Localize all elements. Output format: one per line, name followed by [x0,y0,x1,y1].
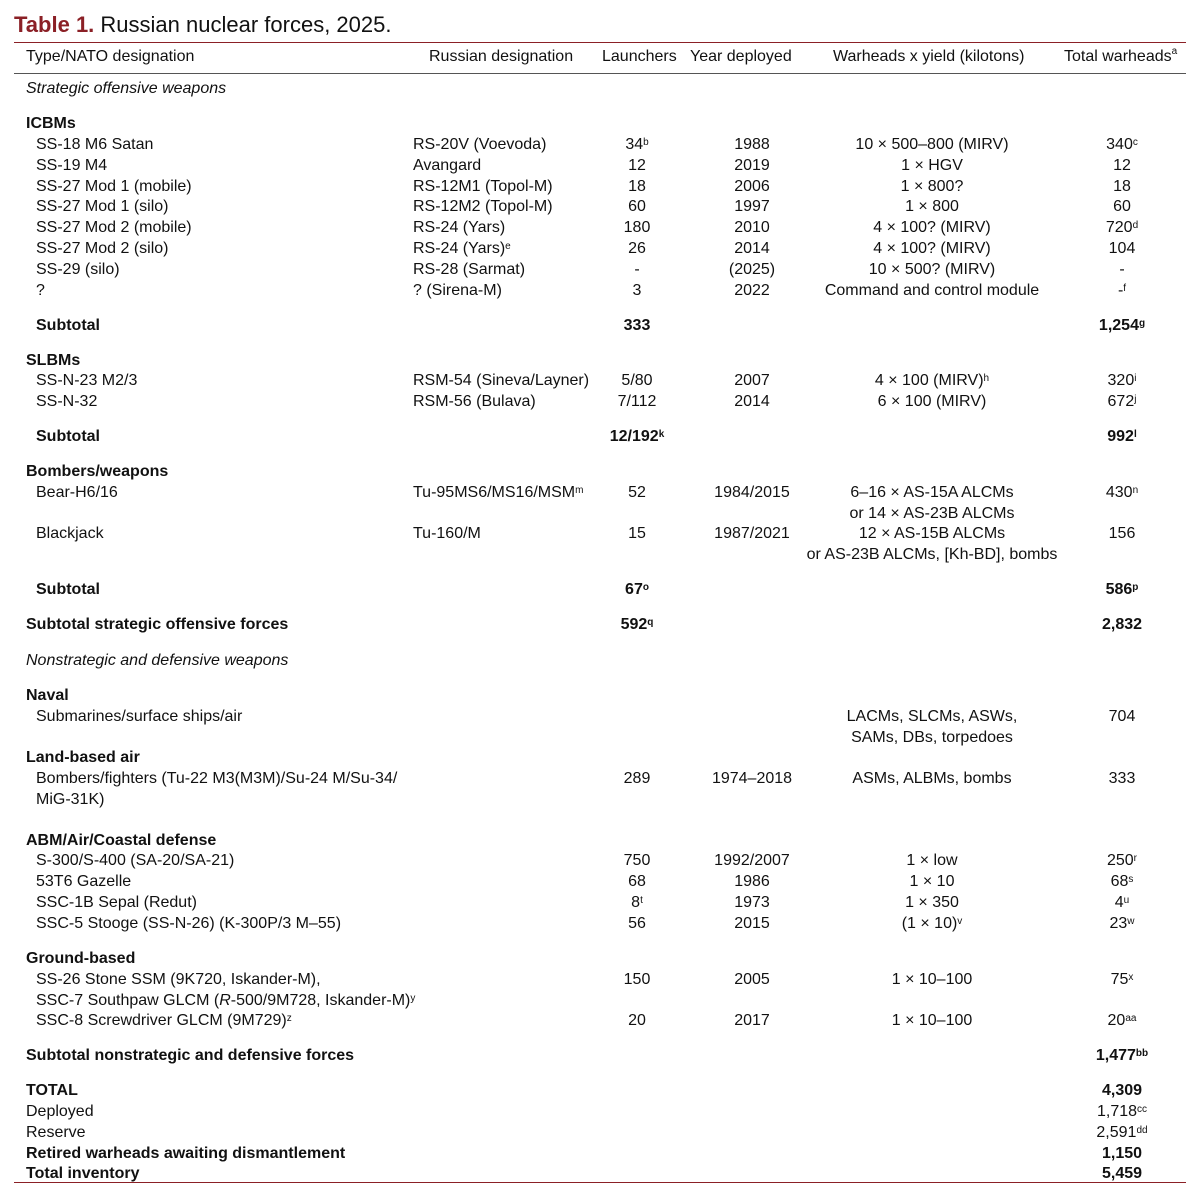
retired-row [14,1143,1186,1164]
table-cell: 1997 [734,198,770,215]
table-cell: RS-28 (Sarmat) [413,261,526,278]
table-cell: SS-N-32 [36,393,98,410]
group-heading-abm [14,830,1186,851]
table-cell: 1987/2021 [714,525,790,542]
table-cell: SS-27 Mod 1 (mobile) [36,178,192,195]
table-cell: 52 [628,484,646,501]
table-cell: Bear-H6/16 [36,484,118,501]
table-cell: 18 [628,178,646,195]
table-cell: 5,459 [1101,1165,1143,1182]
table-cell: 2014 [734,393,770,410]
inventory-row [14,1163,1186,1184]
table-cell: 1974–2018 [711,770,793,787]
group-heading-icbm [14,113,1186,134]
table-cell: SS-29 (silo) [36,261,120,278]
section-strategic [14,78,1186,99]
table-cell: 2,591$^{dd}$ [1096,1124,1148,1141]
table-cell: SS-27 Mod 1 (silo) [36,198,169,215]
table-cell: TOTAL [26,1082,78,1099]
table-cell: 4 × 100? (MIRV) [873,219,991,236]
table-cell: Avangard [413,157,482,174]
table-cell: 1 × 10–100 [891,1012,973,1029]
table-cell: 20 [628,1012,646,1029]
table-row [14,1010,1186,1031]
group-heading-bombers [14,461,1186,482]
table-cell: 3 [632,282,642,299]
table-cell: 8$^t$ [631,894,643,911]
table-cell: or AS-23B ALCMs, [Kh-BD], bombs [806,546,1058,563]
table-cell: 60 [1113,198,1131,215]
table-cell: Land-based air [26,749,140,766]
table-cell: 672$^j$ [1107,393,1137,410]
table-cell: 15 [628,525,646,542]
table-caption [14,10,1186,42]
table-cell: 67$^o$ [625,581,649,598]
table-row [14,391,1186,412]
table-cell: 333 [623,317,651,334]
table-cell: 68 [628,873,646,890]
table-cell: ABM/Air/Coastal defense [26,832,217,849]
nonstrategic-subtotal-row [14,1045,1186,1066]
table-cell: SAMs, DBs, torpedoes [851,729,1013,746]
header-russian: Russian designation [429,48,574,65]
table-cell: Deployed [26,1103,94,1120]
table-cell: SSC-1B Sepal (Redut) [36,894,197,911]
table-cell: (2025) [728,261,776,278]
group-heading-land-air [14,747,1186,768]
table-row [14,969,1186,1011]
table-cell: 2022 [734,282,770,299]
table-cell: 2007 [734,372,770,389]
table-cell: 720$^d$ [1105,219,1139,236]
table-cell: 1 × HGV [901,157,963,174]
table-cell: ICBMs [26,115,76,132]
table-cell: 1992/2007 [714,852,790,869]
table-row [14,871,1186,892]
table-cell: 2014 [734,240,770,257]
table-cell: Subtotal [36,581,100,598]
table-cell: 1 × 350 [905,894,959,911]
table-cell: 1 × 800 [905,198,959,215]
table-cell: 10 × 500–800 (MIRV) [855,136,1009,153]
table-cell: or 14 × AS-23B ALCMs [849,505,1015,522]
group-heading-slbm [14,350,1186,371]
table-cell: 156 [1108,525,1136,542]
table-cell: Strategic offensive weapons [26,80,227,97]
table-cell: Subtotal [36,428,100,445]
table-cell: RS-24 (Yars)$^e$ [413,240,511,257]
bottom-rule [14,1182,1186,1183]
table-cell: 320$^i$ [1107,372,1137,389]
strategic-subtotal-row [14,614,1186,635]
table-cell: MiG-31K) [36,791,105,808]
table-cell: RSM-56 (Bulava) [413,393,536,410]
table-cell: 5/80 [621,372,653,389]
table-cell: 586$^p$ [1105,581,1139,598]
table-cell: 56 [628,915,646,932]
table-header [14,43,1186,73]
table-container [14,10,1186,1182]
table-cell: 12 [628,157,646,174]
table-row [14,913,1186,934]
table-cell: 68$^s$ [1110,873,1134,890]
table-cell: Tu-95MS6/MS16/MSM$^m$ [413,484,584,501]
table-cell: RS-12M1 (Topol-M) [413,178,553,195]
table-cell: 333 [1108,770,1136,787]
group-heading-naval [14,685,1186,706]
table-row [14,217,1186,238]
table-cell: 104 [1108,240,1136,257]
table-cell: 430$^n$ [1105,484,1139,501]
table-row [14,259,1186,280]
table-cell: SS-18 M6 Satan [36,136,154,153]
table-row [14,280,1186,301]
table-cell: 250$^r$ [1106,852,1138,869]
table-cell: RS-12M2 (Topol-M) [413,198,553,215]
table-title: Russian nuclear forces, 2025. [100,12,392,37]
table-cell: 289 [623,770,651,787]
table-row [14,850,1186,871]
table-cell: 1988 [734,136,770,153]
table-cell: 4$^u$ [1114,894,1130,911]
table-cell: 4 × 100? (MIRV) [873,240,991,257]
table-row [14,706,1186,748]
deployed-row [14,1101,1186,1122]
table-cell: 1973 [734,894,770,911]
table-cell: Naval [26,687,69,704]
table-cell: 150 [623,971,651,988]
table-cell: 26 [628,240,646,257]
table-cell: 592$^q$ [620,616,654,633]
table-cell: $20^{aa}$ [1107,1012,1137,1029]
table-cell: 2010 [734,219,770,236]
table-cell: 4,309 [1101,1082,1143,1099]
table-cell: Command and control module [824,282,1040,299]
table-cell: 34$^b$ [625,136,649,153]
table-cell: 1,254$^g$ [1098,317,1146,334]
table-cell: Submarines/surface ships/air [36,708,243,725]
table-cell: 18 [1113,178,1131,195]
table-cell: 1986 [734,873,770,890]
table-cell: RS-24 (Yars) [413,219,506,236]
table-cell: SSC-7 Southpaw GLCM (R-500/9M728, Iskander-M)$^y$ [36,992,416,1009]
table-cell: 1 × 10–100 [891,971,973,988]
table-cell: 2019 [734,157,770,174]
table-cell: 2015 [734,915,770,932]
table-cell: RSM-54 (Sineva/Layner) [413,372,590,389]
table-cell: Ground-based [26,950,136,967]
table-cell: 1 × low [906,852,958,869]
table-row [14,155,1186,176]
table-cell: S-300/S-400 (SA-20/SA-21) [36,852,235,869]
table-cell: 2017 [734,1012,770,1029]
table-cell: 180 [623,219,651,236]
table-cell: SS-27 Mod 2 (mobile) [36,219,192,236]
total-row [14,1080,1186,1101]
subtotal-row [14,315,1186,336]
table-label: Table 1. [14,12,95,37]
table-cell: SS-26 Stone SSM (9K720, Iskander-M), [36,971,321,988]
table-cell: 7/112 [617,393,657,410]
table-body [14,74,1186,1182]
table-cell: 1,718$^{cc}$ [1096,1103,1148,1120]
table-row [14,238,1186,259]
table-cell: SSC-8 Screwdriver GLCM $(9M729)^z$ [36,1012,292,1029]
table-cell: ASMs, ALBMs, bombs [852,770,1012,787]
table-cell: 12 × AS-15B ALCMs [858,525,1006,542]
table-row [14,176,1186,197]
table-cell: 1 × 10 [909,873,955,890]
table-cell: Subtotal nonstrategic and defensive forces [26,1047,355,1064]
header-launchers: Launchers [602,48,677,65]
table-cell: -$^f$ [1117,282,1127,299]
table-cell: 340$^c$ [1106,136,1138,153]
table-cell: $(1 \times 10)^v$ [901,915,963,932]
header-warheads-yield: Warheads x yield (kilotons) [833,48,1025,65]
table-row [14,482,1186,524]
table-row [14,370,1186,391]
table-cell: SS-27 Mod 2 (silo) [36,240,169,257]
table-row [14,134,1186,155]
table-cell: - [634,261,640,278]
table-cell: 1984/2015 [714,484,790,501]
table-cell: SSC-5 Stooge (SS-N-26) (K-300P/3 M–55) [36,915,342,932]
table-cell: 60 [628,198,646,215]
table-cell: 750 [623,852,651,869]
table-cell: Retired warheads awaiting dismantlement [26,1145,346,1162]
table-cell: Subtotal [36,317,100,334]
table-cell: LACMs, SLCMs, ASWs, [846,708,1018,725]
table-cell: 10 × 500? (MIRV) [868,261,996,278]
table-cell: ? [36,282,45,299]
subtotal-row [14,426,1186,447]
table-cell: 1,150 [1101,1145,1143,1162]
table-cell: Nonstrategic and defensive weapons [26,652,289,669]
table-cell: 1 × 800? [900,178,964,195]
table-cell: 2006 [734,178,770,195]
table-cell: Tu-160/M [413,525,481,542]
table-cell: Reserve [26,1124,86,1141]
table-cell: Subtotal strategic offensive forces [26,616,289,633]
header-total: Total warheads$^a$ [1064,46,1178,65]
table-cell: ? (Sirena-M) [413,282,502,299]
table-cell: SLBMs [26,352,81,369]
table-cell: 1,477$^{bb}$ [1095,1047,1149,1064]
reserve-row [14,1122,1186,1143]
table-cell: 75$^x$ [1110,971,1134,988]
table-cell: RS-20V (Voevoda) [413,136,547,153]
table-row [14,768,1186,810]
table-cell: Total inventory [26,1165,140,1182]
table-cell: 12 [1113,157,1131,174]
table-row [14,523,1186,565]
header-type: Type/NATO designation [26,48,195,65]
header-year: Year deployed [690,48,792,65]
table-cell: 2005 [734,971,770,988]
table-row [14,892,1186,913]
table-cell: 53T6 Gazelle [36,873,132,890]
table-cell: Bombers/weapons [26,463,169,480]
table-cell: 704 [1108,708,1136,725]
table-cell: Blackjack [36,525,104,542]
table-row [14,196,1186,217]
table-cell: 6–16 × AS-15A ALCMs [850,484,1014,501]
table-cell: 23$^w$ [1109,915,1135,932]
table-cell: SS-19 M4 [36,157,108,174]
table-cell: 2,832 [1101,616,1143,633]
group-heading-ground [14,948,1186,969]
section-nonstrategic [14,650,1186,671]
table-cell: 6 × 100 (MIRV) [877,393,987,410]
table-cell: - [1119,261,1125,278]
table-cell: SS-N-23 M2/3 [36,372,138,389]
subtotal-row [14,579,1186,600]
table-cell: 12/192$^k$ [609,428,665,445]
table-cell: 4 × 100 (MIRV)$^h$ [874,372,990,389]
table-cell: 992$^l$ [1107,428,1137,445]
table-cell: Bombers/fighters (Tu-22 M3(M3M)/Su-24 M/Su-34/ [36,770,398,787]
